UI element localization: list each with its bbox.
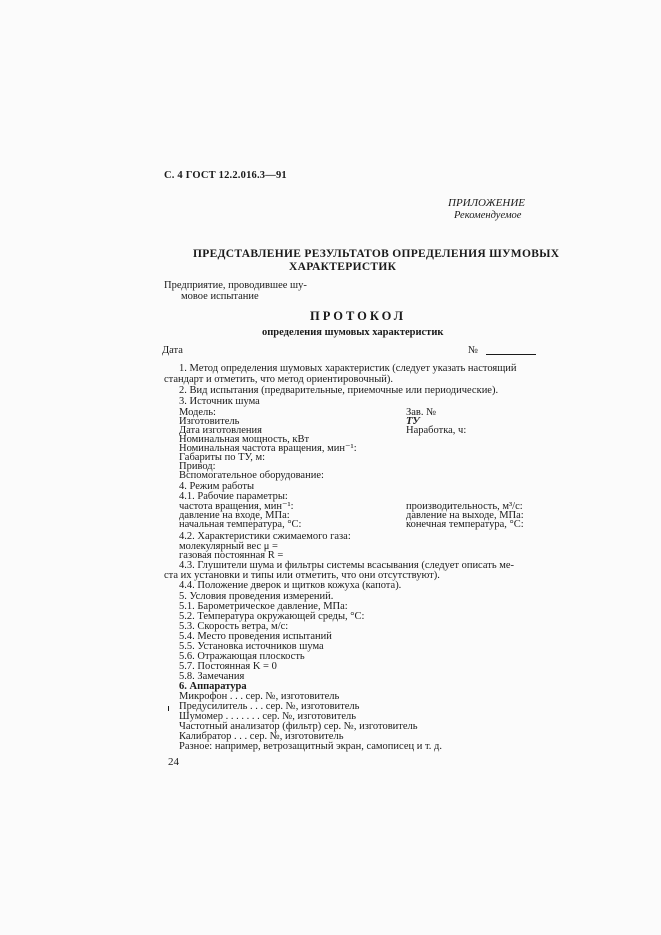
preamplifier-line: Предусилитель . . . сер. №, изготовитель xyxy=(179,701,360,712)
aux-equipment-label: Вспомогательное оборудование: xyxy=(179,470,324,481)
margin-mark xyxy=(168,706,169,711)
appendix-note: Рекомендуемое xyxy=(454,210,522,221)
initial-temp-label: начальная температура, °С: xyxy=(179,519,302,530)
main-title-line1: ПРЕДСТАВЛЕНИЕ РЕЗУЛЬТАТОВ ОПРЕДЕЛЕНИЯ ШУМОВЫХ xyxy=(193,248,560,260)
enterprise-line1: Предприятие, проводившее шу- xyxy=(164,280,307,291)
section-5-5: 5.5. Установка источников шума xyxy=(179,641,324,652)
protocol-title: ПРОТОКОЛ xyxy=(310,309,407,323)
date-label: Дата xyxy=(162,345,183,356)
protocol-subtitle: определения шумовых характеристик xyxy=(262,327,444,338)
section-4-2: 4.2. Характеристики сжимаемого газа: xyxy=(179,531,351,542)
model-label: Модель: xyxy=(179,407,216,418)
frequency-analyzer-line: Частотный анализатор (фильтр) сер. №, изготовитель xyxy=(179,721,418,732)
section-4-1: 4.1. Рабочие параметры: xyxy=(179,491,288,502)
molecular-weight-label: молекулярный вес μ = xyxy=(179,541,278,552)
manufacture-date-label: Дата изготовления xyxy=(179,425,262,436)
number-label: № xyxy=(468,345,479,356)
calibrator-line: Калибратор . . . сер. №, изготовитель xyxy=(179,731,344,742)
section-5-7: 5.7. Постоянная K = 0 xyxy=(179,661,277,672)
runtime-label: Наработка, ч: xyxy=(406,425,467,436)
section-5-6: 5.6. Отражающая плоскость xyxy=(179,651,305,662)
rotation-frequency-label: частота вращения, мин⁻¹: xyxy=(179,501,294,512)
main-title-line2: ХАРАКТЕРИСТИК xyxy=(289,261,397,273)
serial-no-label: Зав. № xyxy=(406,407,437,418)
inlet-pressure-label: давление на входе, МПа: xyxy=(179,510,290,521)
appendix-title: ПРИЛОЖЕНИЕ xyxy=(448,197,525,209)
sound-meter-line: Шумомер . . . . . . . сер. №, изготовитель xyxy=(179,711,357,722)
section-2: 2. Вид испытания (предварительные, приемочные или периодические). xyxy=(179,385,499,396)
number-fill-line xyxy=(486,354,536,355)
section-4-3-line-a: 4.3. Глушители шума и фильтры системы всасывания (следует описать ме- xyxy=(179,560,515,571)
microphone-line: Микрофон . . . сер. №, изготовитель xyxy=(179,691,340,702)
dimensions-label: Габариты по ТУ, м: xyxy=(179,452,266,463)
section-4-3-line-b: ста их установки и типы или отметить, что они отсутствуют). xyxy=(164,570,440,581)
other-equipment-line: Разное: например, ветрозащитный экран, самописец и т. д. xyxy=(179,741,442,752)
page-label: С. 4 ГОСТ 12.2.016.3—91 xyxy=(164,170,287,181)
section-1-line-b: стандарт и отметить, что метод ориентировочный). xyxy=(164,374,394,385)
frequency-label: Номинальная частота вращения, мин⁻¹: xyxy=(179,443,357,454)
section-5-1: 5.1. Барометрическое давление, МПа: xyxy=(179,601,348,612)
section-6: 6. Аппаратура xyxy=(179,681,247,692)
section-4-4: 4.4. Положение дверок и щитков кожуха (капота). xyxy=(179,580,402,591)
section-3: 3. Источник шума xyxy=(179,396,260,407)
maker-label: Изготовитель xyxy=(179,416,240,427)
drive-label: Привод: xyxy=(179,461,216,472)
section-5-4: 5.4. Место проведения испытаний xyxy=(179,631,332,642)
section-1-line-a: 1. Метод определения шумовых характеристик (следует указать настоящий xyxy=(179,363,517,374)
outlet-pressure-label: давление на выходе, МПа: xyxy=(406,510,524,521)
section-5: 5. Условия проведения измерений. xyxy=(179,591,334,602)
section-5-2: 5.2. Температура окружающей среды, °С: xyxy=(179,611,365,622)
enterprise-line2: мовое испытание xyxy=(181,291,259,302)
gas-constant-label: газовая постоянная R = xyxy=(179,550,284,561)
section-5-8: 5.8. Замечания xyxy=(179,671,245,682)
section-5-3: 5.3. Скорость ветра, м/с: xyxy=(179,621,289,632)
capacity-label: производительность, м³/с: xyxy=(406,501,523,512)
section-4: 4. Режим работы xyxy=(179,481,255,492)
power-label: Номинальная мощность, кВт xyxy=(179,434,310,445)
final-temp-label: конечная температура, °С: xyxy=(406,519,524,530)
page-number: 24 xyxy=(168,756,179,768)
tu-label: ТУ xyxy=(406,416,420,427)
